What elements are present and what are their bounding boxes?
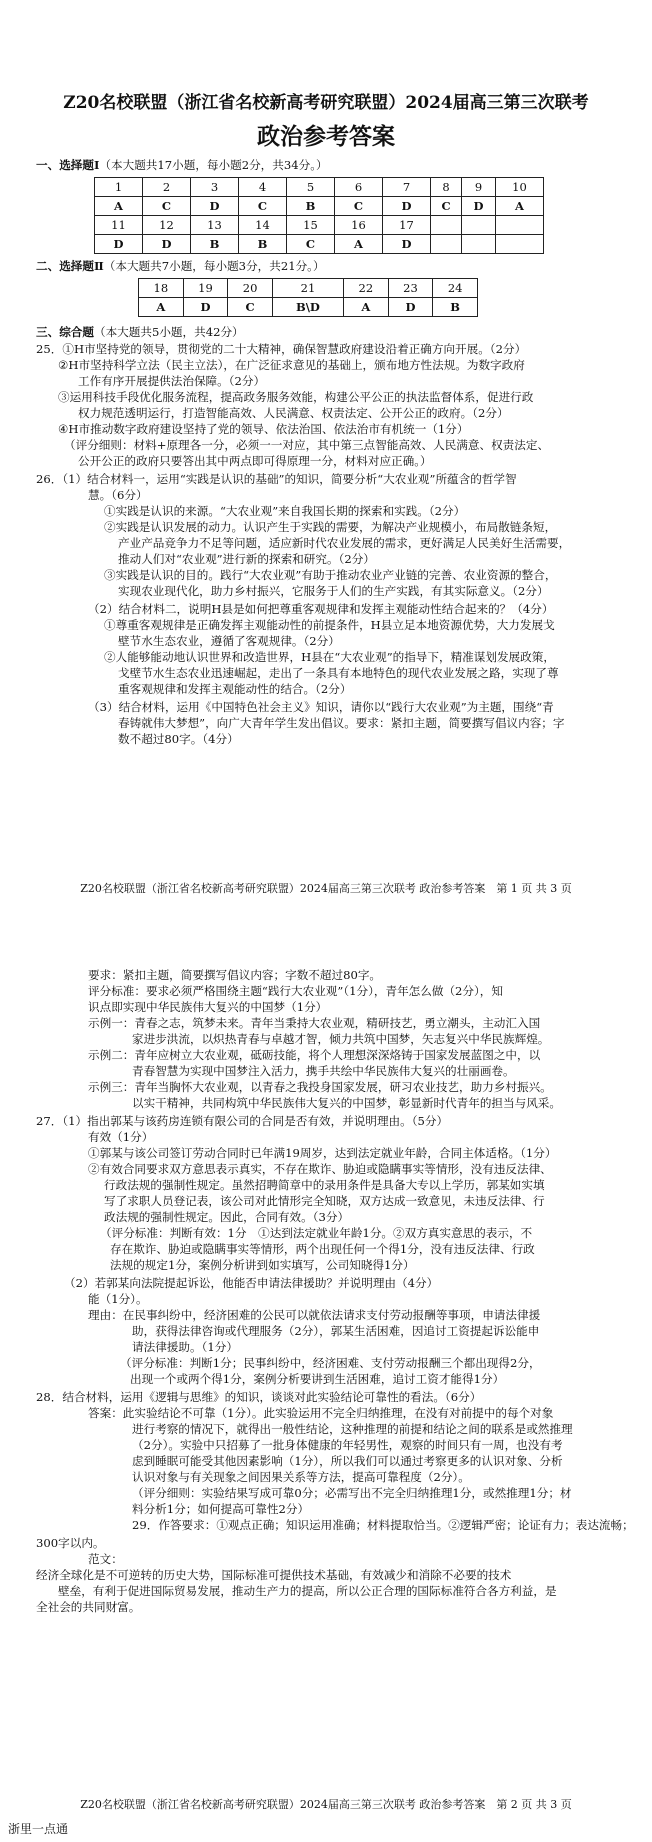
answer-row (139, 279, 478, 298)
text-line: 答案：此实验结论不可靠（1分）。此实验运用不完全归纳推理，在没有对前提中的每个对象 (88, 1406, 554, 1420)
answer-cell (495, 235, 543, 254)
answer-cell: B (287, 197, 335, 216)
question-number-cell (462, 216, 496, 235)
question-number-cell: 21 (272, 279, 343, 298)
text-line: 评分标准：要求必须严格围绕主题“践行大农业观”（1分），青年怎么做（2分），知 (88, 984, 503, 998)
text-line: 公开公正的政府只要答出其中两点即可得原理一分，材料对应正确。） (78, 454, 432, 468)
answer-cell (462, 235, 496, 254)
text-line: 全社会的共同财富。 (36, 1600, 141, 1614)
question-number-cell: 1 (95, 178, 143, 197)
question-number-cell: 11 (95, 216, 143, 235)
text-line: 示例一：青春之志，筑梦未来。青年当秉持大农业观，精研技艺，勇立潮头，主动汇入国 (88, 1016, 541, 1030)
text-line: ④H市推动数字政府建设坚持了党的领导、依法治国、依法治市有机统一（1分） (58, 422, 469, 436)
answer-cell: B (239, 235, 287, 254)
text-line: ②实践是认识发展的动力。认识产生于实践的需要，为解决产业规模小，布局散链条短， (104, 520, 557, 534)
text-line: （评分标准：判断1分；民事纠纷中，经济困难、支付劳动报酬三个都出现得2分， (120, 1356, 541, 1370)
text-line: 29．作答要求：①观点正确；知识运用准确；材料提取恰当。②逻辑严密；论证有力；表达流畅； (132, 1518, 634, 1532)
section2-heading: 二、选择题Ⅱ (36, 259, 104, 273)
text-line: 权力规范透明运行，打造智能高效、人民满意、权责法定、公开公正的政府。（2分） (78, 406, 509, 420)
text-line: 家进步洪流，以炽热青春与卓越才智，倾力共筑中国梦，矢志复兴中华民族辉煌。 (132, 1032, 550, 1046)
answer-row (95, 178, 544, 197)
text-line: 范文： (88, 1552, 123, 1566)
question-number-cell: 12 (143, 216, 191, 235)
text-line: 认识对象与有关现象之间因果关系等方法，提高可靠程度（2分）。 (132, 1470, 470, 1484)
answer-row (95, 197, 544, 216)
answer-cell: D (95, 235, 143, 254)
section1-note: （本大题共17小题，每小题2分，共34分。） (99, 158, 328, 172)
question-number-cell: 22 (344, 279, 389, 298)
answer-cell: D (388, 298, 433, 317)
answer-cell: A (335, 235, 383, 254)
text-line: 进行考察的情况下，就得出一般性结论，这种推理的前提和结论之间的联系是或然推理 (132, 1422, 573, 1436)
text-line: 27．（1）指出郭某与该药房连锁有限公司的合同是否有效，并说明理由。（5分） (36, 1114, 449, 1128)
answer-cell: D (383, 235, 431, 254)
answer-cell: C (287, 235, 335, 254)
question-number-cell: 3 (191, 178, 239, 197)
question-number-cell: 4 (239, 178, 287, 197)
brand-watermark: 浙里一点通 (8, 1822, 69, 1836)
question-number-cell: 10 (495, 178, 543, 197)
answer-row (95, 235, 544, 254)
text-line: 实现农业现代化，助力乡村振兴，它服务于人们的生产实践，有其实际意义。（2分） (118, 584, 549, 598)
text-line: 存在欺诈、胁迫或隐瞒事实等情形，两个出现任何一个得1分，没有违反法律、行政 (110, 1242, 535, 1256)
text-line: ③运用科技手段优化服务流程，提高政务服务效能，构建公平公正的执法监督体系，促进行政 (58, 390, 534, 404)
question-number-cell: 8 (431, 178, 462, 197)
question-number-cell: 18 (139, 279, 184, 298)
choice-answer-table-1 (94, 177, 544, 254)
answer-cell: D (183, 298, 228, 317)
exam-title: Z20名校联盟（浙江省名校新高考研究联盟）2024届高三第三次联考 (63, 93, 589, 113)
question-number-cell: 6 (335, 178, 383, 197)
answer-cell: C (228, 298, 273, 317)
text-line: 识点即实现中华民族伟大复兴的中国梦（1分） (88, 1000, 328, 1014)
text-line: 壁垒，有利于促进国际贸易发展，推动生产力的提高，所以公正合理的国际标准符合各方利益，是 (58, 1584, 557, 1598)
question-number-cell: 19 (183, 279, 228, 298)
choice-answer-table-2 (138, 278, 478, 317)
text-line: ②人能够能动地认识世界和改造世界，H县在“大农业观”的指导下，精准谋划发展政策， (104, 650, 555, 664)
answer-cell: D (143, 235, 191, 254)
text-line: 能（1分）。 (88, 1292, 148, 1306)
text-line: 以实干精神，共同构筑中华民族伟大复兴的中国梦，彰显新时代青年的担当与风采。 (132, 1096, 561, 1110)
text-line: 写了求职人员登记表，该公司对此情形完全知晓，双方达成一致意见，未违反法律、行 (104, 1194, 545, 1208)
question-number-cell: 9 (462, 178, 496, 197)
answer-cell: B (191, 235, 239, 254)
answer-row (95, 216, 544, 235)
text-line: （评分细则：实验结果写成可靠0分；必需写出不完全归纳推理1分，或然推理1分；材 (132, 1486, 572, 1500)
question-number-cell: 24 (433, 279, 478, 298)
text-line: ①尊重客观规律是正确发挥主观能动性的前提条件，H县立足本地资源优势，大力发展戈 (104, 618, 555, 632)
section1-header (36, 157, 328, 173)
text-line: 理由：在民事纠纷中，经济困难的公民可以就依法请求支付劳动报酬等事项，申请法律援 (88, 1308, 541, 1322)
text-line: 春铸就伟大梦想”，向广大青年学生发出倡议。要求：紧扣主题，简要撰写倡议内容；字 (118, 716, 565, 730)
text-line: 壁节水生态农业，遵循了客观规律。（2分） (118, 634, 340, 648)
answer-cell: C (143, 197, 191, 216)
text-line: ①郭某与该公司签订劳动合同时已年满19周岁，达到法定就业年龄，合同主体适格。（1分） (88, 1146, 557, 1160)
answer-row (139, 298, 478, 317)
answer-cell: A (95, 197, 143, 216)
question-number-cell: 17 (383, 216, 431, 235)
question-number-cell: 5 (287, 178, 335, 197)
text-line: 25．①H市坚持党的领导，贯彻党的二十大精神，确保智慧政府建设沿着正确方向开展。（2分） (36, 342, 527, 356)
answer-cell: A (139, 298, 184, 317)
question-number-cell: 16 (335, 216, 383, 235)
text-line: 戈壁节水生态农业迅速崛起，走出了一条具有本地特色的现代农业发展之路，实现了尊 (118, 666, 559, 680)
text-line: 经济全球化是不可逆转的历史大势，国际标准可提供技术基础，有效减少和消除不必要的技术 (36, 1568, 512, 1582)
text-line: 产业产品竞争力不足等问题，适应新时代农业发展的需求，更好满足人民美好生活需要， (118, 536, 571, 550)
section2-note: （本大题共7小题，每小题3分，共21分。） (103, 259, 325, 273)
text-line: 请法律援助。（1分） (132, 1340, 238, 1354)
text-line: 工作有序开展提供法治保障。（2分） (78, 374, 266, 388)
text-line: （2分）。实验中只招募了一批身体健康的年轻男性，观察的时间只有一周，也没有考 (132, 1438, 563, 1452)
answer-cell: C (239, 197, 287, 216)
text-line: （2）结合材料二，说明H县是如何把尊重客观规律和发挥主观能动性结合起来的？（4分） (88, 602, 554, 616)
page2-footer: Z20名校联盟（浙江省名校新高考研究联盟）2024届高三第三次联考 政治参考答案 第 2 页 共 3 页 (80, 1798, 572, 1811)
text-line: 政法规的强制性规定。因此，合同有效。（3分） (104, 1210, 350, 1224)
text-line: 虑到睡眠可能受其他因素影响（1分），所以我们可以通过考察更多的认识对象、分析 (132, 1454, 563, 1468)
text-line: 要求：紧扣主题，简要撰写倡议内容；字数不超过80字。 (88, 968, 382, 982)
text-line: 行政法规的强制性规定。虽然招聘简章中的录用条件是具备大专以上学历，郭某如实填 (104, 1178, 545, 1192)
answer-cell: B\D (272, 298, 343, 317)
text-line: 料分析1分；如何提高可靠性2分） (132, 1502, 310, 1516)
text-line: 助，获得法律咨询或代理服务（2分），郭某生活困难，因追讨工资提起诉讼能申 (132, 1324, 540, 1338)
question-number-cell: 13 (191, 216, 239, 235)
answer-cell: A (344, 298, 389, 317)
answer-cell: B (433, 298, 478, 317)
text-line: ②H市坚持科学立法（民主立法），在广泛征求意见的基础上，颁布地方性法规。为数字政府 (58, 358, 525, 372)
answer-cell (431, 235, 462, 254)
answer-cell: D (191, 197, 239, 216)
section3-heading: 三、综合题 (36, 325, 94, 339)
text-line: 青春智慧为实现中国梦注入活力，携手共绘中华民族伟大复兴的壮丽画卷。 (132, 1064, 515, 1078)
question-number-cell: 23 (388, 279, 433, 298)
question-number-cell: 7 (383, 178, 431, 197)
text-line: 数不超过80字。（4分） (118, 732, 239, 746)
section3-header (36, 324, 244, 340)
text-line: 有效（1分） (88, 1130, 154, 1144)
question-number-cell: 20 (228, 279, 273, 298)
answer-cell: D (383, 197, 431, 216)
question-number-cell: 15 (287, 216, 335, 235)
text-line: 慧。（6分） (88, 488, 148, 502)
text-line: 26．（1）结合材料一，运用“实践是认识的基础”的知识，简要分析“大农业观”所蕴含的哲学智 (36, 472, 517, 486)
text-line: （3）结合材料，运用《中国特色社会主义》知识，请你以“践行大农业观”为主题，围绕“青 (88, 700, 554, 714)
page1-footer: Z20名校联盟（浙江省名校新高考研究联盟）2024届高三第三次联考 政治参考答案 第 1 页 共 3 页 (80, 882, 572, 895)
answer-cell: C (431, 197, 462, 216)
section2-header (36, 258, 325, 274)
question-number-cell (495, 216, 543, 235)
answer-title: 政治参考答案 (257, 123, 395, 150)
text-line: ②有效合同要求双方意思表示真实，不存在欺诈、胁迫或隐瞒事实等情形，没有违反法律、 (88, 1162, 552, 1176)
text-line: 重客观规律和发挥主观能动性的结合。（2分） (118, 682, 352, 696)
question-number-cell: 2 (143, 178, 191, 197)
section1-heading: 一、选择题Ⅰ (36, 158, 100, 172)
section3-note: （本大题共5小题，共42分） (93, 325, 244, 339)
question-number-cell (431, 216, 462, 235)
text-line: ③实践是认识的目的。践行“大农业观”有助于推动农业产业链的完善、农业资源的整合， (104, 568, 557, 582)
text-line: （2）若郭某向法院提起诉讼，他能否申请法律援助？并说明理由（4分） (64, 1276, 439, 1290)
text-line: ①实践是认识的来源。“大农业观”来自我国长期的探索和实践。（2分） (104, 504, 466, 518)
answer-cell: C (335, 197, 383, 216)
text-line: 出现一个或两个得1分，案例分析要讲到生活困难，追讨工资才能得1分） (130, 1372, 505, 1386)
answer-cell: A (495, 197, 543, 216)
text-line: 28．结合材料，运用《逻辑与思维》的知识，谈谈对此实验结论可靠性的看法。（6分） (36, 1390, 482, 1404)
text-line: 推动人们对“农业观”进行新的探索和研究。（2分） (118, 552, 375, 566)
text-line: （评分细则：材料+原理各一分，必须一一对应，其中第三点智能高效、人民满意、权责法定、 (64, 438, 550, 452)
answer-cell: D (462, 197, 496, 216)
text-line: （评分标准：判断有效：1分 ①达到法定就业年龄1分。②双方真实意思的表示，不 (100, 1226, 533, 1240)
text-line: 法规的规定1分，案例分析讲到如实填写，公司知晓得1分） (110, 1258, 415, 1272)
text-line: 300字以内。 (36, 1536, 105, 1550)
text-line: 示例三：青年当胸怀大农业观，以青春之我投身国家发展，研习农业技艺，助力乡村振兴。 (88, 1080, 552, 1094)
question-number-cell: 14 (239, 216, 287, 235)
text-line: 示例二：青年应树立大农业观，砥砺技能，将个人理想深深烙铸于国家发展蓝图之中，以 (88, 1048, 541, 1062)
